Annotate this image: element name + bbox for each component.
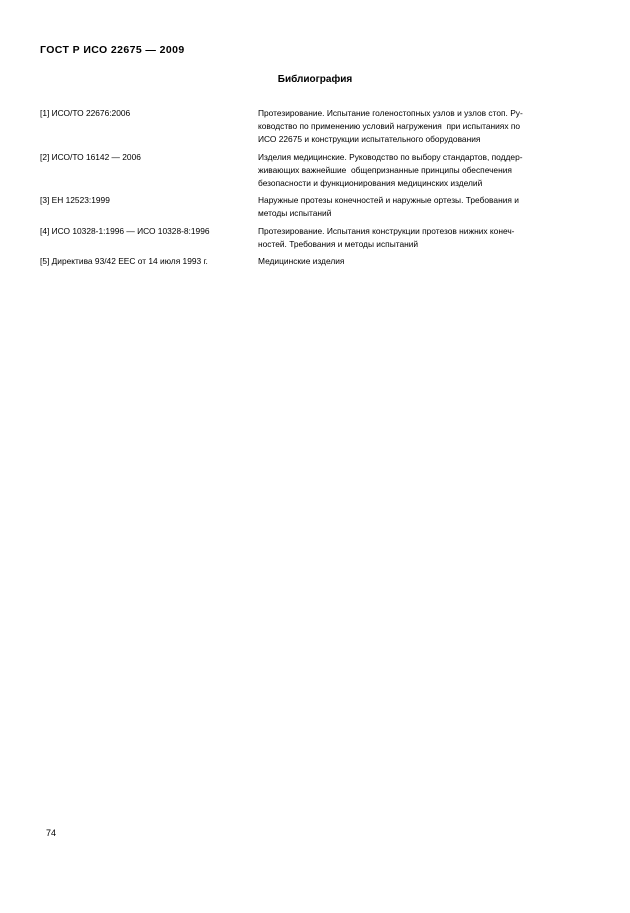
bibliography-description-line: ностей. Требования и методы испытаний [258, 238, 419, 249]
bibliography-description-line: методы испытаний [258, 208, 332, 219]
list-item [40, 151, 592, 191]
list-item [40, 107, 592, 147]
bibliography-reference: [3] ЕН 12523:1999 [40, 195, 110, 206]
page-header: ГОСТ Р ИСО 22675 — 2009 [40, 44, 185, 56]
bibliography-reference: [5] Директива 93/42 ЕЕС от 14 июля 1993 г. [40, 256, 208, 267]
bibliography-description-line: Протезирование. Испытание голеностопных узлов и узлов стоп. Ру- [258, 108, 523, 118]
bibliography-description [258, 151, 592, 191]
bibliography-description-line: Наружные протезы конечностей и наружные ортезы. Требования и [258, 195, 519, 206]
list-item [40, 225, 592, 251]
bibliography-description-line: живающих важнейшие общепризнанные принципы обеспечения [258, 164, 512, 175]
bibliography-description-line: Протезирование. Испытания конструкции протезов нижних конеч- [258, 225, 515, 236]
list-item [40, 194, 592, 220]
bibliography-description-line: ководство по применению условий нагружения при испытаниях по [258, 121, 521, 132]
list-item [40, 255, 592, 268]
bibliography-description-line: безопасности и функционирования медицинских изделий [258, 178, 483, 189]
section-title: Библиография [277, 74, 353, 85]
bibliography-description-line: ИСО 22675 и конструкции испытательного оборудования [258, 134, 481, 145]
bibliography-description [258, 194, 592, 220]
bibliography-reference: [1] ИСО/ТО 22676:2006 [40, 108, 131, 118]
bibliography-description-line: Медицинские изделия [258, 256, 345, 267]
bibliography-description-line: Изделия медицинские. Руководство по выбору стандартов, поддер- [258, 151, 523, 162]
bibliography-description [258, 107, 592, 147]
bibliography-description [258, 225, 592, 251]
bibliography-reference: [4] ИСО 10328-1:1996 — ИСО 10328-8:1996 [40, 225, 210, 236]
bibliography-list [40, 107, 592, 272]
bibliography-description [258, 255, 592, 268]
bibliography-reference: [2] ИСО/ТО 16142 — 2006 [40, 151, 141, 162]
page-number: 74 [46, 828, 57, 838]
